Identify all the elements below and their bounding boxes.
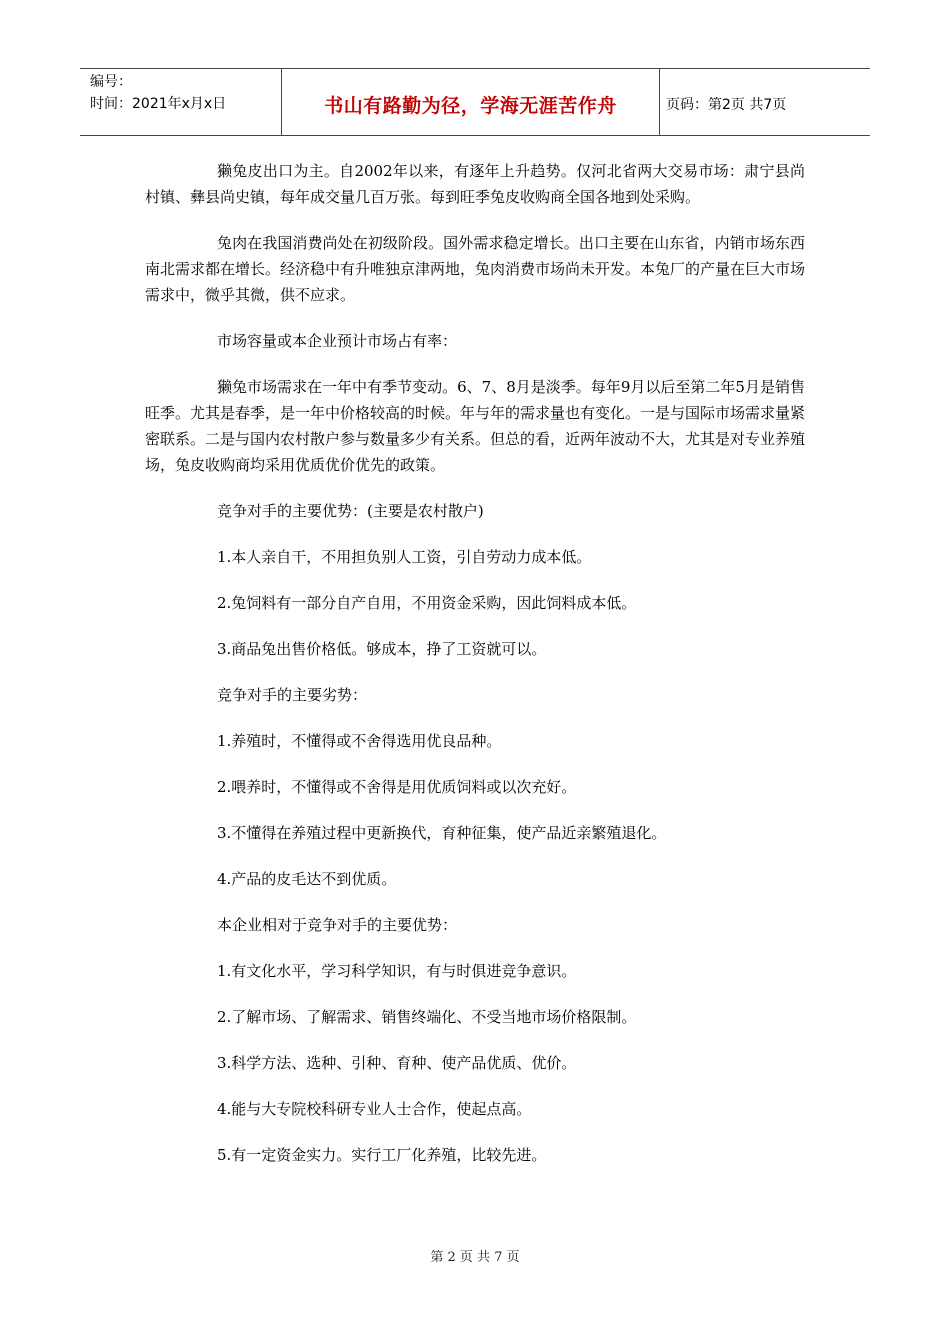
paragraph: 3.科学方法、选种、引种、育种、使产品优质、优价。 bbox=[217, 1054, 577, 1072]
header-page-info: 页码：第2页 共7页 bbox=[666, 97, 787, 113]
document-number-label: 编号： bbox=[90, 74, 132, 90]
paragraph: 獭兔皮出口为主。自2002年以来，有逐年上升趋势。仅河北省两大交易市场：肃宁县尚村镇、彝县尚史镇，每年成交量几百万张。每到旺季兔皮收购商全国各地到处采购。 bbox=[145, 162, 805, 206]
paragraph: 5.有一定资金实力。实行工厂化养殖，比较先进。 bbox=[217, 1146, 547, 1164]
page-header bbox=[80, 68, 870, 136]
paragraph: 3.不懂得在养殖过程中更新换代，育种征集，使产品近亲繁殖退化。 bbox=[217, 824, 667, 842]
paragraph: 本企业相对于竞争对手的主要优势： bbox=[217, 916, 458, 934]
paragraph: 兔肉在我国消费尚处在初级阶段。国外需求稳定增长。出口主要在山东省，内销市场东西南北需求都在增长。经济稳中有升唯独京津两地，兔肉消费市场尚未开发。本兔厂的产量在巨大市场需求中，微乎其微，供不应求。 bbox=[145, 234, 806, 304]
header-motto-cell bbox=[282, 69, 660, 135]
paragraph: 市场容量或本企业预计市场占有率： bbox=[217, 332, 458, 350]
paragraph: 4.产品的皮毛达不到优质。 bbox=[217, 870, 397, 888]
paragraph: 2.了解市场、了解需求、销售终端化、不受当地市场价格限制。 bbox=[217, 1008, 637, 1026]
paragraph: 1.有文化水平，学习科学知识，有与时俱进竞争意识。 bbox=[217, 962, 577, 980]
paragraph: 4.能与大专院校科研专业人士合作，使起点高。 bbox=[217, 1100, 532, 1118]
paragraph: 2.喂养时，不懂得或不舍得是用优质饲料或以次充好。 bbox=[217, 778, 577, 796]
header-motto: 书山有路勤为径，学海无涯苦作舟 bbox=[324, 95, 617, 117]
header-page-cell bbox=[660, 69, 870, 135]
paragraph: 2.兔饲料有一部分自产自用，不用资金采购，因此饲料成本低。 bbox=[217, 594, 637, 612]
document-body bbox=[145, 158, 805, 1168]
paragraph: 1.养殖时，不懂得或不舍得选用优良品种。 bbox=[217, 732, 502, 750]
paragraph: 1.本人亲自干，不用担负别人工资，引自劳动力成本低。 bbox=[217, 548, 592, 566]
document-date-label: 时间：2021年x月x日 bbox=[90, 96, 227, 112]
paragraph: 竞争对手的主要劣势： bbox=[217, 686, 368, 704]
paragraph: 獭兔市场需求在一年中有季节变动。6、7、8月是淡季。每年9月以后至第二年5月是销售旺季。尤其是春季，是一年中价格较高的时候。年与年的需求量也有变化。一是与国际市场需求量紧密联系。二是与国内农村散户参与数量多少有关系。但总的看，近两年波动不大，尤其是对专业养殖场，兔皮收购商均采用优质优价优先的政策。 bbox=[145, 378, 806, 474]
paragraph: 竞争对手的主要优势：(主要是农村散户) bbox=[217, 502, 484, 520]
page-footer: 第 2 页 共 7 页 bbox=[430, 1250, 520, 1265]
paragraph: 3.商品兔出售价格低。够成本，挣了工资就可以。 bbox=[217, 640, 547, 658]
header-meta bbox=[80, 69, 282, 135]
